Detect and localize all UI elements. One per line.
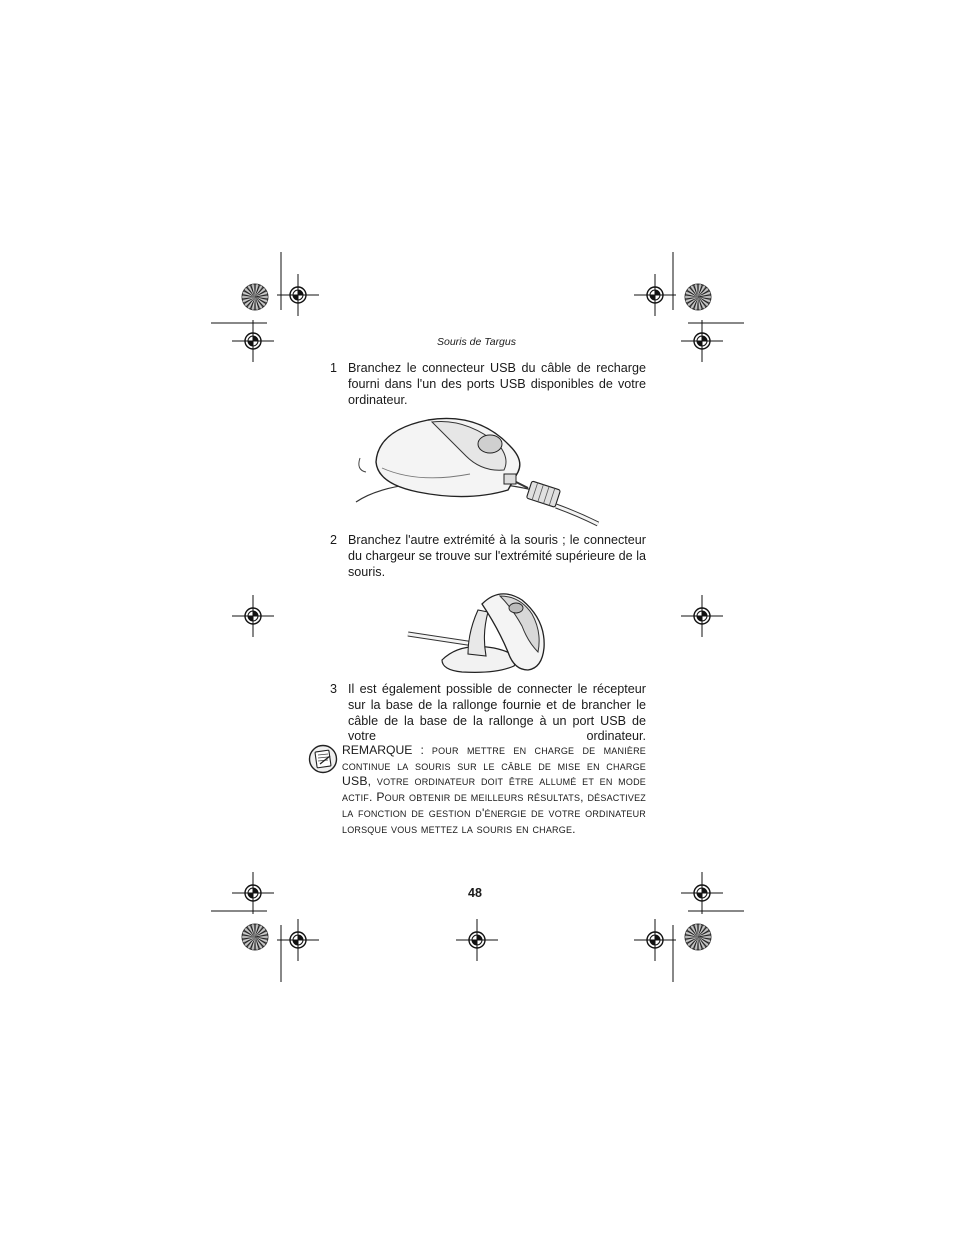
- note-pad-icon: [308, 744, 338, 774]
- registration-crosshair-icon: [277, 919, 319, 961]
- registration-crosshair-icon: [456, 919, 498, 961]
- starburst-target-icon: [242, 284, 268, 310]
- registration-crosshair-icon: [681, 320, 723, 362]
- starburst-target-icon: [685, 284, 711, 310]
- registration-crosshair-icon: [634, 919, 676, 961]
- step-number: 2: [330, 533, 338, 547]
- mouse-usb-cable-illustration: [348, 410, 603, 528]
- note-label: REMARQUE :: [342, 743, 424, 757]
- registration-crosshair-icon: [232, 872, 274, 914]
- registration-crosshair-icon: [681, 872, 723, 914]
- mouse-charging-base-illustration: [404, 582, 552, 678]
- registration-crosshair-icon: [232, 320, 274, 362]
- note-text: pour mettre en charge de manière continue la souris sur le câble de mise en charge USB, votre ordinateur doit être allumé et en mode actif. Pour obtenir de meilleurs résultats, désactivez la fonction de gestion d'énergie de votre ordinateur lorsque vous mettez la souris en charge.: [342, 743, 646, 836]
- step-text: Branchez l'autre extrémité à la souris ; le connecteur du chargeur se trouve sur l'extrémité supérieure de la souris.: [348, 533, 646, 579]
- registration-crosshair-icon: [634, 274, 676, 316]
- registration-crosshair-icon: [277, 274, 319, 316]
- step-number: 3: [330, 682, 338, 696]
- page-number: 48: [468, 886, 482, 900]
- starburst-target-icon: [685, 924, 711, 950]
- registration-crosshair-icon: [232, 595, 274, 637]
- running-title: Souris de Targus: [437, 336, 516, 348]
- note-block: [342, 743, 646, 837]
- step-text: Il est également possible de connecter le récepteur sur la base de la rallonge fournie et de brancher le câble de la base de la rallonge à un port USB de votre ordinateur.: [348, 682, 646, 744]
- starburst-target-icon: [242, 924, 268, 950]
- step-number: 1: [330, 361, 338, 375]
- step-text: Branchez le connecteur USB du câble de recharge fourni dans l'un des ports USB disponibles de votre ordinateur.: [348, 361, 646, 407]
- registration-crosshair-icon: [681, 595, 723, 637]
